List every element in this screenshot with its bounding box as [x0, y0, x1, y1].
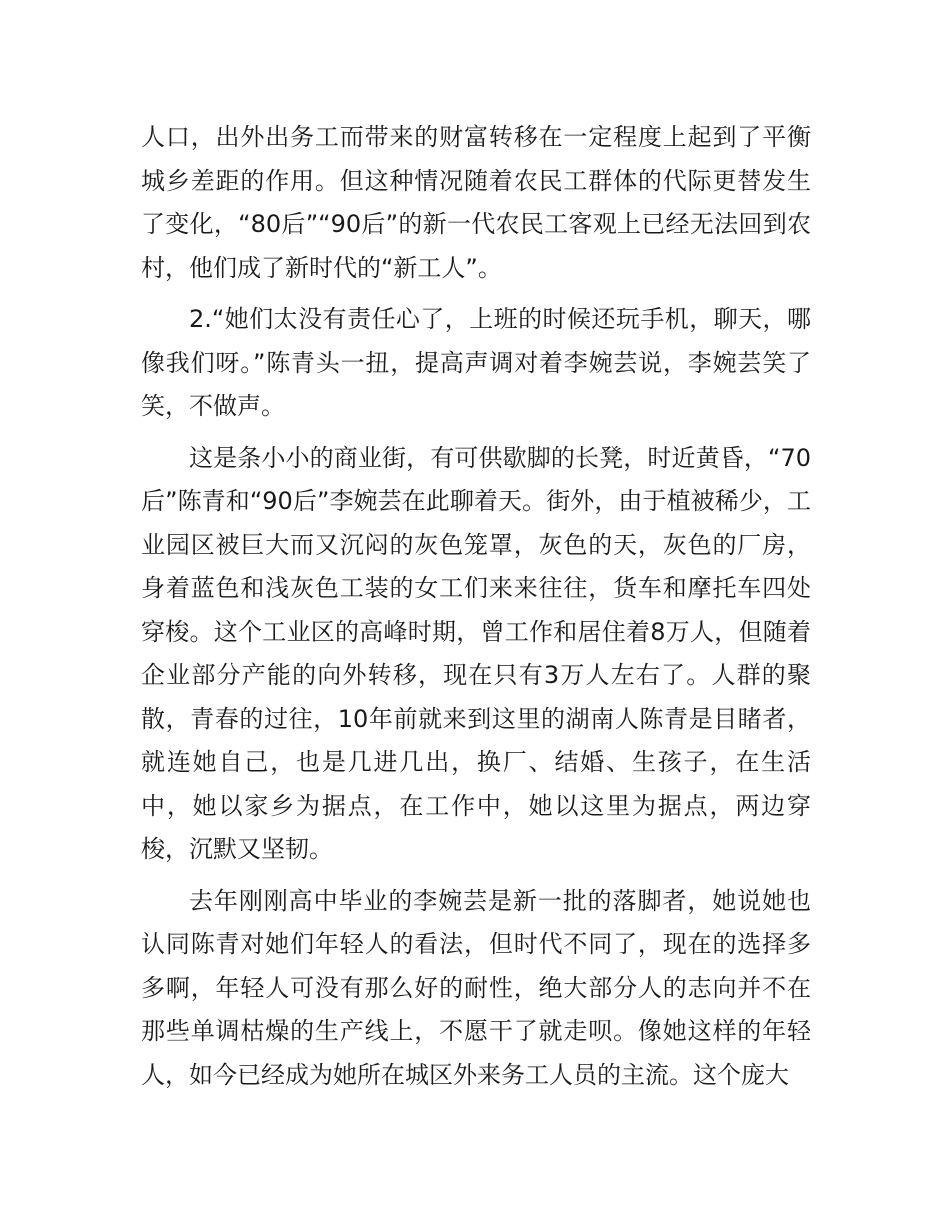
paragraph-3: 这是条小小的商业街，有可供歇脚的长凳，时近黄昏，“70后”陈青和“90后”李婉芸在此聊着天。街外，由于植被稀少，工业园区被巨大而又沉闷的灰色笼罩，灰色的天，灰色的厂房，身着蓝色和浅灰色工装的女工们来来往往，货车和摩托车四处穿梭。这个工业区的高峰时期，曾工作和居住着8万人，但随着企业部分产能的向外转移，现在只有3万人左右了。人群的聚散，青春的过往，10年前就来到这里的湖南人陈青是目睹者，就连她自己，也是几进几出，换厂、结婚、生孩子，在生活中，她以家乡为据点，在工作中，她以这里为据点，两边穿梭，沉默又坚韧。: [141, 443, 811, 863]
paragraph-1: 人口，出外出务工而带来的财富转移在一定程度上起到了平衡城乡差距的作用。但这种情况随着农民工群体的代际更替发生了变化，“80后”“90后”的新一代农民工客观上已经无法回到农村，他们成了新时代的“新工人”。: [141, 123, 811, 282]
paragraph-4: 去年刚刚高中毕业的李婉芸是新一批的落脚者，她说她也认同陈青对她们年轻人的看法，但时代不同了，现在的选择多多啊，年轻人可没有那么好的耐性，绝大部分人的志向并不在那些单调枯燥的生产线上，不愿干了就走呗。像她这样的年轻人，如今已经成为她所在城区外来务工人员的主流。这个庞大: [141, 886, 811, 1089]
paragraph-2: 2.“她们太没有责任心了，上班的时候还玩手机，聊天，哪像我们呀。”陈青头一扭，提高声调对着李婉芸说，李婉芸笑了笑，不做声。: [141, 305, 811, 420]
document-page: [141, 116, 811, 1105]
